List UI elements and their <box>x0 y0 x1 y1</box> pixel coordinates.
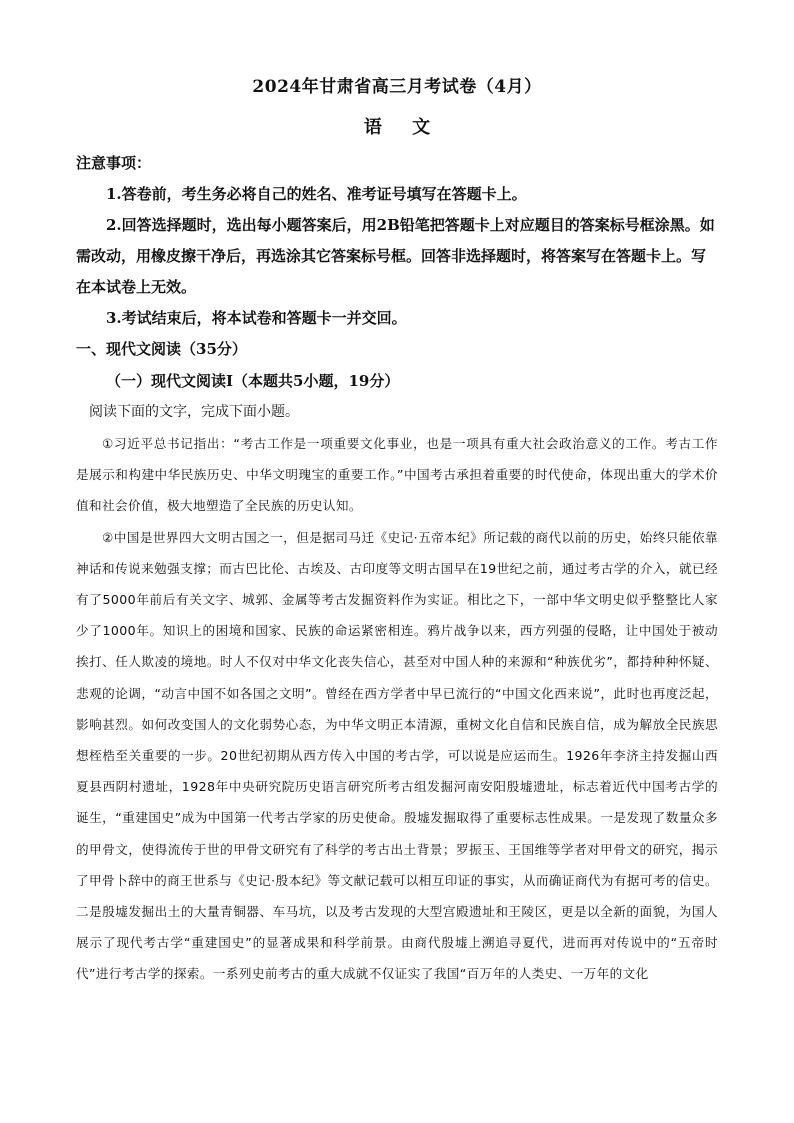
instructions-heading: 注意事项： <box>76 154 152 172</box>
subsection-heading: （一）现代文阅读Ⅰ（本题共5小题，19分） <box>106 372 400 390</box>
reading-instruction: 阅读下面的文字，完成下面小题。 <box>89 404 299 420</box>
exam-title: 2024年甘肃省高三月考试卷（4月） <box>252 77 542 97</box>
passage-paragraph-2: ②中国是世界四大文明古国之一，但是据司马迁《史记·五帝本纪》所记载的商代以前的历史，始终只能依靠神话和传说来勉强支撑；而古巴比伦、古埃及、古印度等文明古国早在19世纪之前，通过考古学的介入，就已经有了5000年前后有关文字、城郭、金属等考古发掘资料作为实证。相比之下，一部中华文明史似乎整整比人家少了1000年。知识上的困境和国家、民族的命运紧密相连。鸦片战争以来，西方列强的侵略，让中国处于被动挨打、任人欺凌的境地。时人不仅对中华文化丧失信心，甚至对中国人种的来源和“种族优劣”，都持种种怀疑、悲观的论调，“动言中国不如各国之文明”。曾经在西方学者中早已流行的“中国文化西来说”，此时也再度泛起，影响甚烈。如何改变国人的文化弱势心态，为中华文明正本清源，重树文化自信和民族自信，成为解放全民族思想桎梏至关重要的一步。20世纪初期从西方传入中国的考古学，可以说是应运而生。1926年李济主持发掘山西夏县西阴村遗址，1928年中央研究院历史语言研究所考古组发掘河南安阳殷墟遗址，标志着近代中国考古学的诞生，“重建国史”成为中国第一代考古学家的历史使命。殷墟发掘取得了重要标志性成果。一是发现了数量众多的甲骨文，使得流传于世的甲骨文研究有了科学的考古出土背景；罗振玉、王国维等学者对甲骨文的研究，揭示了甲骨卜辞中的商王世系与《史记·殷本纪》等文献记载可以相互印证的事实，从而确证商代为有据可考的信史。二是殷墟发掘出土的大量青铜器、车马坑，以及考古发现的大型宫殿遗址和王陵区，更是以全新的面貌，为国人展示了现代考古学“重建国史”的显著成果和科学前景。由商代殷墟上溯追寻夏代，进而再对传说中的“五帝时代”进行考古学的探索。一系列史前考古的重大成就不仅证实了我国“百万年的人类史、一万年的文化 <box>76 529 718 982</box>
instruction-item-3: 3.考试结束后，将本试卷和答题卡一并交回。 <box>106 309 407 327</box>
instruction-item-2: 2.回答选择题时，选出每小题答案后，用2B铅笔把答题卡上对应题目的答案标号框涂黑。如需改动，用橡皮擦干净后，再选涂其它答案标号框。回答非选择题时，将答案写在答题卡上。写在本试卷上无效。 <box>76 216 715 296</box>
passage-paragraph-1: ①习近平总书记指出：“考古工作是一项重要文化事业，也是一项具有重大社会政治意义的工作。考古工作是展示和构建中华民族历史、中华文明瑰宝的重要工作。”中国考古承担着重要的时代使命，体现出重大的学术价值和社会价值，极大地塑造了全民族的历史认知。 <box>76 436 718 514</box>
subject-title: 语 文 <box>363 117 443 138</box>
instructions-block <box>76 148 720 334</box>
instruction-item-1: 1.答卷前，考生务必将自己的姓名、准考证号填写在答题卡上。 <box>106 185 527 203</box>
section-heading: 一、现代文阅读（35分） <box>76 340 247 358</box>
reading-passage <box>76 428 718 990</box>
